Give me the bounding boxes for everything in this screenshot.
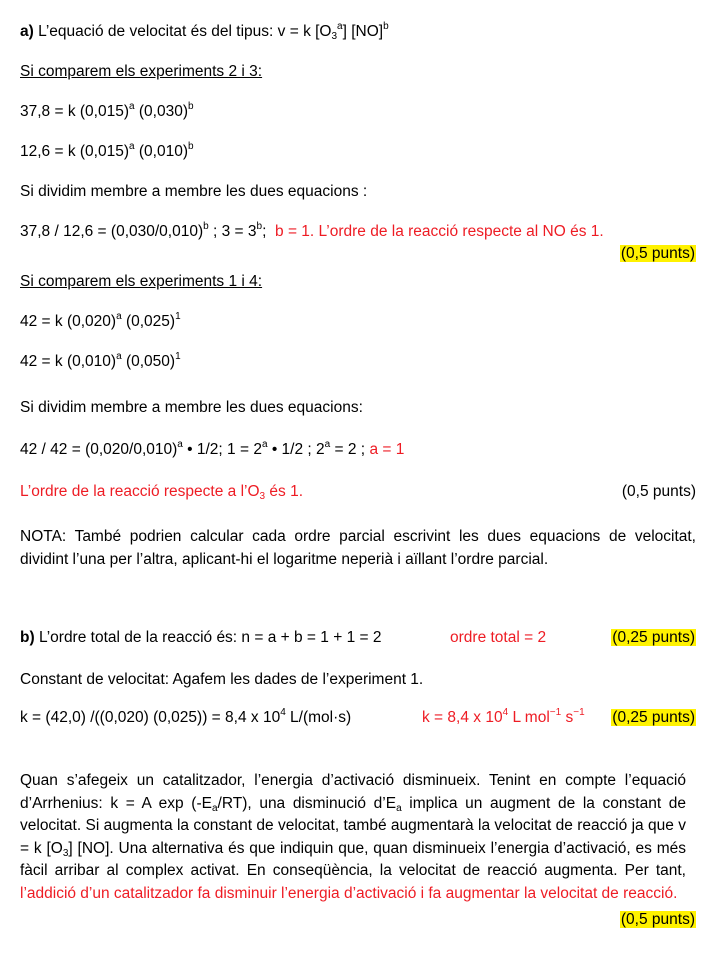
- equation-3: 42 = k $(0,020)^a$ $(0,025)^1$: [20, 311, 181, 330]
- catalyst-conclusion: l’addició d’un catalitzador fa disminuir l’energia d’activació i fa augmentar la velocitat de reacció.: [20, 884, 678, 902]
- part-a-intro: a) L’equació de velocitat és del tipus: v = k $[O_3^a]$ [NO]$^b$: [20, 21, 389, 42]
- part-b-label: b): [20, 629, 35, 646]
- points-badge: (0,25 punts): [612, 709, 695, 726]
- b-result: b = 1. L’ordre de la reacció respecte al NO és 1.: [275, 223, 604, 240]
- division-b: $37,8 / 12,6 = (0,030/0,010)^b$ ; $3 = 3^b$; b = 1. L’ordre de la reacció respecte al NO és 1.: [20, 221, 604, 240]
- equation-1: 37,8 = k $(0,015)^a$ $(0,030)^b$: [20, 101, 194, 120]
- k-calculation: k = (42,0) /((0,020) (0,025)) = 8,4 x $10^4$ L/(mol·s): [20, 707, 352, 726]
- divide-text-1: Si dividim membre a membre les dues equacions :: [20, 183, 368, 200]
- heading-experiments-2-3: Si comparem els experiments 2 i 3:: [20, 63, 263, 80]
- equation-4: 42 = k $(0,010)^a$ $(0,050)^1$: [20, 351, 181, 370]
- part-a-label: a): [20, 23, 34, 40]
- order-o3: L’ordre de la reacció respecte a $l’O_3$ és 1.: [20, 483, 304, 502]
- divide-text-2: Si dividim membre a membre les dues equacions:: [20, 399, 363, 416]
- heading-experiments-1-4: Si comparem els experiments 1 i 4:: [20, 273, 263, 290]
- part-b-total-order: b) L’ordre total de la reacció és: n = a + b = 1 + 1 = 2: [20, 629, 382, 646]
- total-order-result: ordre total = 2: [450, 629, 547, 646]
- a-result: a = 1: [369, 441, 405, 458]
- catalyst-paragraph: Quan s’afegeix un catalitzador, l’energia d’activació disminueix. Tenint en compte l’equació d’Arrhenius: k = A $\exp (-E_a/RT)$, una disminució $d’E_a$ implica un augment de la constant de velocitat. Si augmenta la constant de velocitat, també augmentarà la velocitat de reacció ja que v = k $[O_3]$ [NO]. Una alternativa és que indiquin que, quan disminueix l’energia d’activació, es més fàcil arribar al complex activat. En conseqüència, la velocitat de reacció augmenta. Per tant, l’addició d’un catalitzador fa disminuir l’energia d’activació i fa augmentar la velocitat de reacció.: [20, 772, 687, 902]
- rate-constant-intro: Constant de velocitat: Agafem les dades de l’experiment 1.: [20, 671, 424, 688]
- points-badge: (0,5 punts): [620, 911, 695, 928]
- points-badge: (0,25 punts): [612, 629, 695, 646]
- k-result: k = 8,4 x $10^4$ L mol$^{-1}$ $s^{-1}$: [422, 707, 585, 726]
- equation-2: 12,6 = k $(0,015)^a$ $(0,010)^b$: [20, 141, 194, 160]
- division-a: $42 / 42 = (0,020/0,010)^a$ • 1/2; $1 = 2^a$ • 1/2 ; $2^a = 2$ ; a = 1: [20, 439, 405, 458]
- nota-paragraph: NOTA: També podrien calcular cada ordre parcial escrivint les dues equacions de velocitat, dividint l’una per l’altra, aplicant-hi el logaritme neperià i aïllant l’ordre parcial.: [20, 528, 696, 568]
- points-badge: (0,5 punts): [620, 245, 695, 262]
- points-badge: (0,5 punts): [621, 483, 696, 500]
